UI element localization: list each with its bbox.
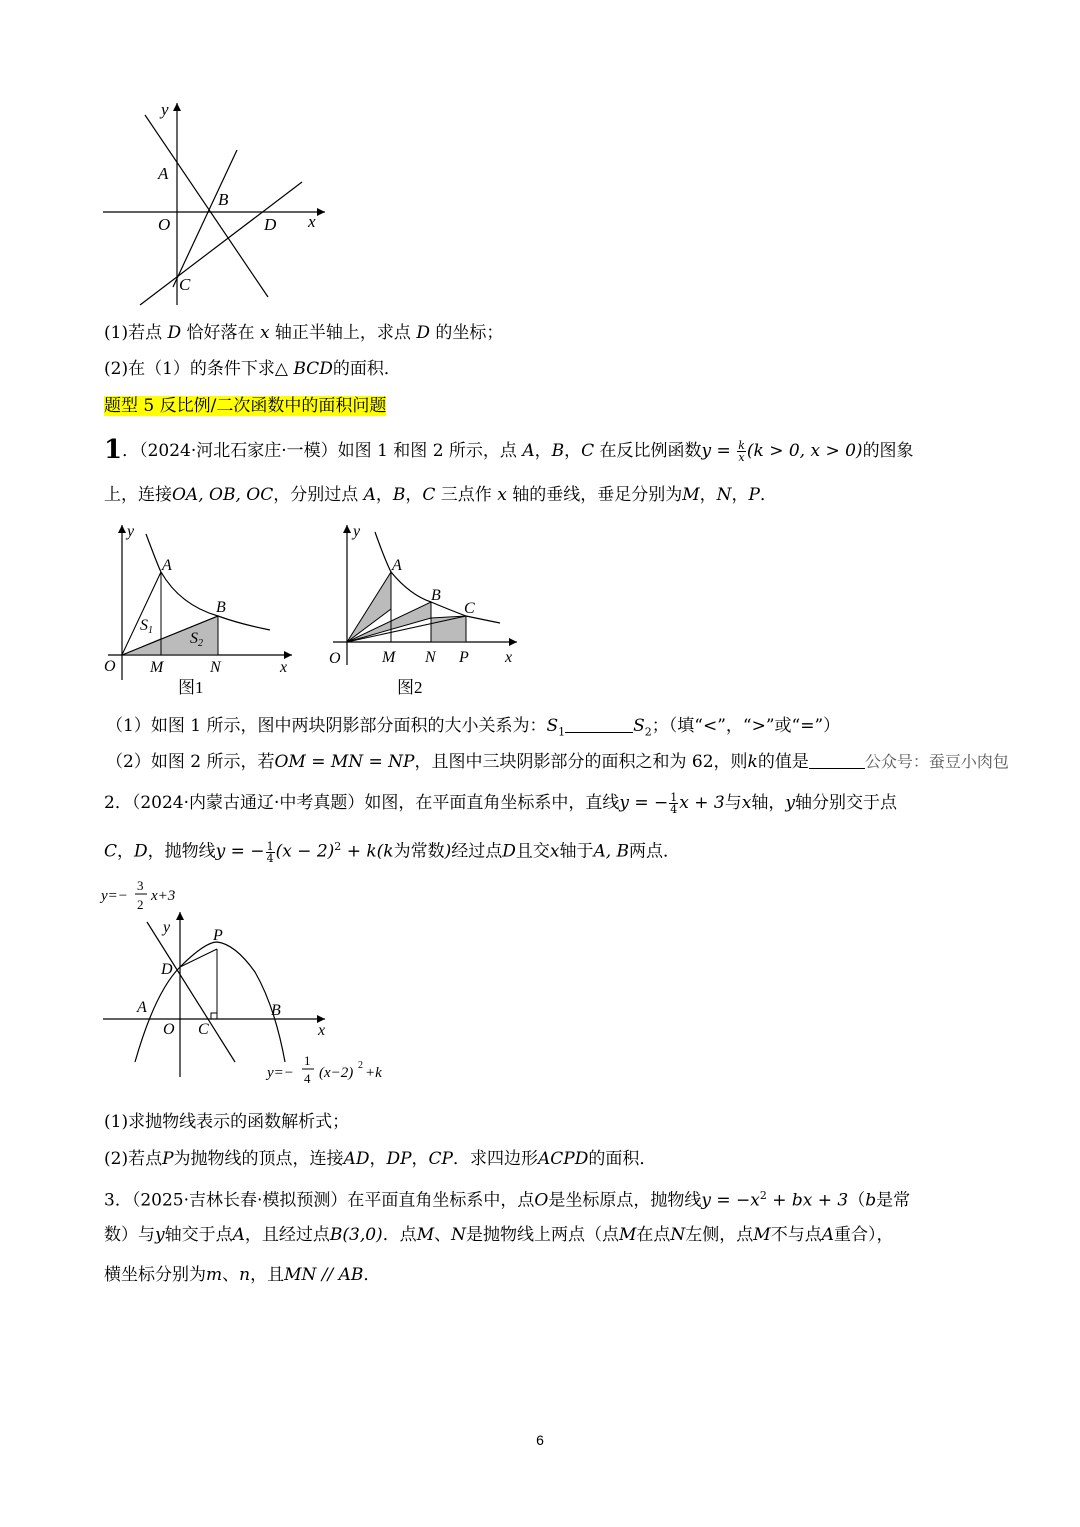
- question-2-line1: 2．（2024·内蒙古通辽·中考真题）如图，在平面直角坐标系中，直线y = − $\frac{1}{4}$ x + 3与x轴，y轴分别交于点: [104, 791, 897, 816]
- label-B: B: [431, 587, 441, 604]
- label-x: x: [280, 659, 288, 676]
- svg-text:x+3: x+3: [151, 888, 176, 904]
- label-A: A: [162, 557, 172, 574]
- label-N: N: [425, 649, 436, 666]
- label-y: y: [161, 100, 169, 119]
- label-C: C: [464, 600, 475, 617]
- label-line-eq: y=−: [101, 888, 128, 904]
- label-D: D: [264, 215, 277, 234]
- question-1-line1: 1．（2024·河北石家庄·一模）如图 1 和图 2 所示，点 A，B，C 在反比例函数y = $\frac{k}{x}$ (k > 0, x > 0)的图象: [104, 435, 914, 465]
- label-O: O: [158, 215, 171, 234]
- svg-text:+k: +k: [365, 1065, 382, 1081]
- section-title: 题型 5 反比例/二次函数中的面积问题: [104, 396, 387, 416]
- label-y: y: [353, 523, 361, 540]
- label-P: P: [459, 649, 469, 666]
- question-1-line2: 上，连接OA, OB, OC，分别过点 A，B，C 三点作 x 轴的垂线，垂足分别为M，N，P．: [104, 485, 777, 505]
- question-3-line1: 3．（2025·吉林长春·模拟预测）在平面直角坐标系中，点O是坐标原点，抛物线$y = -x^2$ + bx + 3（b是常: [104, 1189, 911, 1211]
- svg-text:4: 4: [304, 1071, 311, 1086]
- svg-text:3: 3: [137, 878, 144, 893]
- label-P: P: [213, 927, 223, 944]
- label-x: x: [505, 649, 513, 666]
- question-1-sub1: （1）如图 1 所示，图中两块阴影部分面积的大小关系为：$S_1$ $S_2$；（填“<”，“>”或“=”）: [106, 716, 841, 739]
- label-N: N: [210, 659, 221, 676]
- figure-lines-abcd: [95, 95, 335, 310]
- question-2-line2: C，D，抛物线y = − $\frac{1}{4}$ $(x - 2)^2 + k(k$为常数)经过点D且交x轴于A, B两点．: [104, 839, 681, 865]
- label-B: B: [218, 190, 229, 209]
- label-B: B: [216, 599, 226, 616]
- label-O: O: [329, 650, 341, 667]
- svg-text:1: 1: [304, 1053, 311, 1068]
- label-B: B: [271, 1002, 281, 1019]
- figure-3-parabola: [95, 872, 395, 1087]
- figure-1-reciprocal: [100, 520, 300, 700]
- svg-text:(x−2): (x−2): [319, 1065, 354, 1081]
- label-parabola-eq: y=−: [267, 1065, 294, 1081]
- label-x: x: [308, 212, 316, 231]
- label-A: A: [392, 557, 402, 574]
- label-x: x: [318, 1022, 326, 1039]
- label-O: O: [104, 658, 116, 675]
- question-2-part2: (2)若点P为抛物线的顶点，连接AD，DP，CP．求四边形ACPD的面积．: [104, 1149, 657, 1169]
- label-S2: S2: [190, 630, 203, 649]
- caption-fig2: 图2: [397, 678, 423, 697]
- question-3-line3: 横坐标分别为m、n，且MN // AB．: [104, 1265, 381, 1285]
- question-prev-part1: (1)若点 D 恰好落在 x 轴正半轴上，求点 D 的坐标；: [104, 323, 504, 343]
- label-O: O: [163, 1021, 175, 1038]
- figure-2-reciprocal: [325, 520, 525, 700]
- label-M: M: [382, 649, 396, 666]
- question-3-line2: 数）与y轴交于点A，且经过点B(3,0)．点M、N是抛物线上两点（点M在点N左侧，点M不与点A重合），: [104, 1225, 894, 1245]
- question-2-part1: (1)求抛物线表示的函数解析式；: [104, 1112, 350, 1132]
- question-prev-part2: (2)在（1）的条件下求△ BCD的面积．: [104, 359, 401, 379]
- label-M: M: [150, 659, 164, 676]
- page-number: 6: [536, 1432, 544, 1448]
- label-y: y: [127, 523, 135, 540]
- label-D: D: [161, 961, 173, 978]
- label-y: y: [163, 919, 171, 936]
- svg-text:2: 2: [358, 1060, 363, 1071]
- watermark: 公众号：蚕豆小肉包: [864, 752, 1009, 771]
- label-C: C: [198, 1021, 209, 1038]
- caption-fig1: 图1: [178, 678, 204, 697]
- label-A: A: [137, 999, 147, 1016]
- svg-text:2: 2: [137, 897, 144, 912]
- question-1-sub2: （2）如图 2 所示，若OM = MN = NP，且图中三块阴影部分的面积之和为 62，则k的值是 公众号：蚕豆小肉包: [106, 752, 1009, 772]
- label-A: A: [158, 164, 169, 183]
- label-C: C: [179, 275, 191, 294]
- label-S1: S1: [140, 617, 153, 636]
